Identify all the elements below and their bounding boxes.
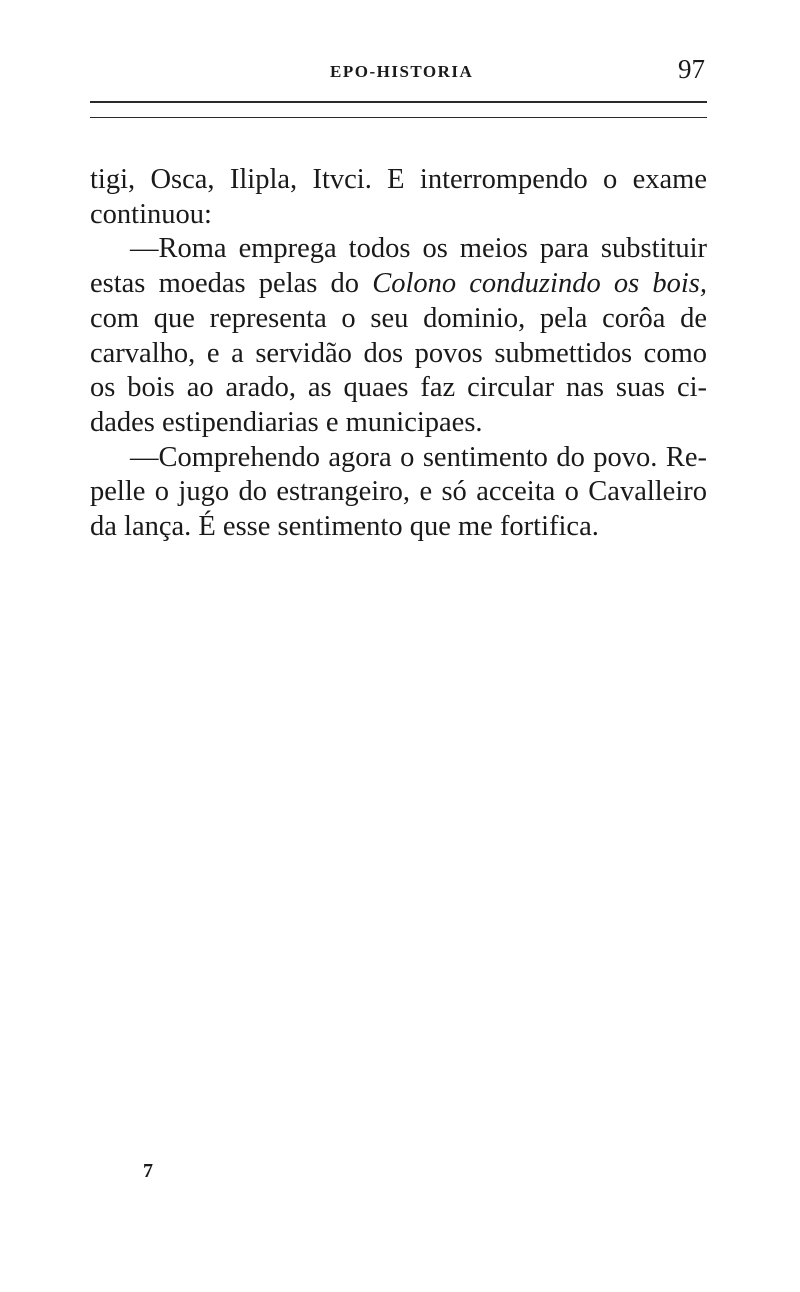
text-line: carvalho, e a servidão dos povos submettidos como xyxy=(90,337,707,369)
text-line: continuou: xyxy=(90,198,212,230)
text-line: estas moedas pelas do Colono conduzindo os bois, xyxy=(90,268,707,300)
text-line: tigi, Osca, Ilipla, Itvci. E interrompendo o exame xyxy=(90,164,707,195)
text-line: —Roma emprega todos os meios para substituir xyxy=(130,233,707,265)
italic-phrase: Colono conduzindo os bois, xyxy=(372,268,707,300)
text-line: dades estipendiarias e municipaes. xyxy=(90,406,483,438)
header-rule-top xyxy=(90,101,707,103)
text-line: pelle o jugo do estrangeiro, e só acceita o Cavalleiro xyxy=(90,476,707,508)
header-rule-bottom xyxy=(90,117,707,118)
text-line: —Comprehendo agora o sentimento do povo. Re- xyxy=(130,441,707,473)
text-line: os bois ao arado, as quaes faz circular nas suas ci- xyxy=(90,372,707,404)
signature-mark: 7 xyxy=(143,1160,153,1182)
page-number: 97 xyxy=(678,54,705,84)
body-text xyxy=(90,163,707,545)
text-line: da lança. É esse sentimento que me fortifica. xyxy=(90,511,599,543)
text-line: com que representa o seu dominio, pela corôa de xyxy=(90,302,707,334)
running-title: EPO-HISTORIA xyxy=(330,62,474,81)
